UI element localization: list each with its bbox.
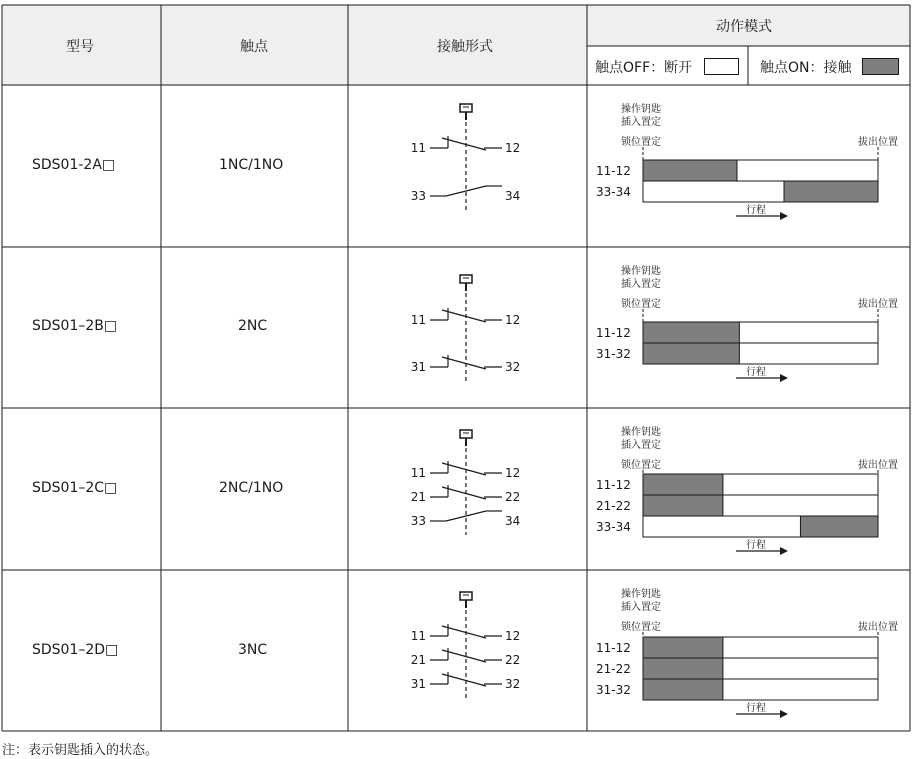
chart-insert-label: 操作钥匙 [621, 266, 661, 277]
chart-bar-21-22 [596, 495, 878, 516]
bar-on [643, 637, 723, 658]
stroke-arrow-head [780, 374, 788, 382]
header-contact-on: 触点ON：接触 [760, 60, 852, 76]
contact-diagram-2 [411, 275, 521, 381]
bar-label: 31-32 [596, 347, 631, 361]
bar-label: 11-12 [596, 326, 631, 340]
bar-on [643, 322, 739, 343]
action-chart-4 [596, 587, 898, 718]
header-contact-off: 触点OFF：断开 [595, 60, 693, 76]
action-chart-2 [596, 264, 898, 382]
bar-on [800, 516, 878, 537]
terminal-label-left: 33 [410, 189, 426, 203]
terminal-label-right: 22 [505, 490, 521, 504]
row-1-model: SDS01-2A□ [32, 157, 116, 173]
chart-bar-11-12 [596, 637, 878, 658]
terminal-label-right: 34 [505, 514, 521, 528]
chart-insert-label: 操作钥匙 [621, 589, 661, 600]
bar-on [643, 160, 737, 181]
row-4-contacts: 3NC [238, 642, 268, 658]
bar-label: 11-12 [596, 478, 631, 492]
contact-pair-21-22 [411, 648, 521, 667]
legend-on-swatch [862, 58, 899, 75]
chart-pull-label: 拔出位置 [858, 622, 898, 633]
terminal-label-left: 31 [410, 360, 426, 374]
terminal-label-right: 34 [505, 189, 521, 203]
action-chart-1 [596, 102, 898, 220]
contact-pair-21-22 [411, 485, 521, 504]
chart-bar-21-22 [596, 658, 878, 679]
chart-insert-label: 插入置定 [621, 117, 661, 128]
bar-label: 11-12 [596, 164, 631, 178]
bar-on [643, 495, 723, 516]
chart-bar-33-34 [596, 516, 878, 537]
header-model: 型号 [66, 39, 94, 55]
stroke-label: 行程 [746, 703, 766, 714]
header-contact-form: 接触形式 [437, 39, 493, 55]
header-contact: 触点 [240, 39, 268, 55]
bar-on [643, 658, 723, 679]
header-action-mode: 动作模式 [716, 19, 772, 35]
terminal-label-left: 33 [410, 514, 426, 528]
terminal-label-right: 22 [505, 653, 521, 667]
row-1-contacts: 1NC/1NO [219, 157, 284, 173]
terminal-label-left: 21 [410, 490, 426, 504]
key-icon [460, 104, 472, 112]
chart-bar-11-12 [596, 322, 878, 343]
chart-bar-33-34 [596, 181, 878, 202]
footnote: 注：表示钥匙插入的状态。 [2, 743, 159, 758]
stroke-arrow-head [780, 212, 788, 220]
chart-pull-label: 拔出位置 [858, 460, 898, 471]
terminal-label-right: 12 [505, 313, 521, 327]
stroke-label: 行程 [746, 367, 766, 378]
bar-label: 33-34 [596, 520, 631, 534]
stroke-arrow-head [780, 547, 788, 555]
terminal-label-left: 11 [410, 629, 426, 643]
key-icon [460, 275, 472, 283]
terminal-label-right: 12 [505, 141, 521, 155]
key-icon [460, 430, 472, 438]
chart-insert-label: 插入置定 [621, 602, 661, 613]
row-2-contacts: 2NC [238, 318, 268, 334]
bar-label: 33-34 [596, 185, 631, 199]
terminal-label-left: 31 [410, 677, 426, 691]
chart-lock-label: 锁位置定 [621, 137, 661, 148]
contact-diagram-3 [411, 430, 521, 535]
chart-insert-label: 操作钥匙 [621, 427, 661, 438]
chart-bar-31-32 [596, 679, 878, 700]
bar-on [643, 679, 723, 700]
terminal-label-left: 11 [410, 466, 426, 480]
stroke-arrow-head [780, 710, 788, 718]
bar-label: 21-22 [596, 662, 631, 676]
stroke-label: 行程 [746, 540, 766, 551]
row-3-model: SDS01–2C□ [32, 480, 118, 496]
key-icon [460, 592, 472, 600]
terminal-label-left: 11 [410, 141, 426, 155]
chart-pull-label: 拔出位置 [858, 299, 898, 310]
terminal-label-right: 32 [505, 360, 521, 374]
bar-label: 31-32 [596, 683, 631, 697]
row-4-model: SDS01–2D□ [32, 642, 119, 658]
chart-pull-label: 拔出位置 [858, 137, 898, 148]
terminal-label-right: 32 [505, 677, 521, 691]
chart-lock-label: 锁位置定 [621, 299, 661, 310]
contact-diagram-1 [411, 104, 521, 210]
bar-on [643, 343, 739, 364]
chart-lock-label: 锁位置定 [621, 622, 661, 633]
bar-label: 11-12 [596, 641, 631, 655]
contact-diagram-4 [411, 592, 521, 698]
chart-bar-11-12 [596, 474, 878, 495]
legend-off-swatch [704, 58, 739, 75]
action-chart-3 [596, 425, 898, 555]
terminal-label-right: 12 [505, 629, 521, 643]
bar-on [784, 181, 878, 202]
chart-insert-label: 插入置定 [621, 279, 661, 290]
bar-label: 21-22 [596, 499, 631, 513]
terminal-label-right: 12 [505, 466, 521, 480]
chart-insert-label: 插入置定 [621, 440, 661, 451]
chart-bar-31-32 [596, 343, 878, 364]
terminal-label-left: 21 [410, 653, 426, 667]
chart-lock-label: 锁位置定 [621, 460, 661, 471]
chart-bar-11-12 [596, 160, 878, 181]
chart-insert-label: 操作钥匙 [621, 104, 661, 115]
bar-on [643, 474, 723, 495]
row-2-model: SDS01–2B□ [32, 318, 118, 334]
terminal-label-left: 11 [410, 313, 426, 327]
row-3-contacts: 2NC/1NO [219, 480, 284, 496]
stroke-label: 行程 [746, 205, 766, 216]
